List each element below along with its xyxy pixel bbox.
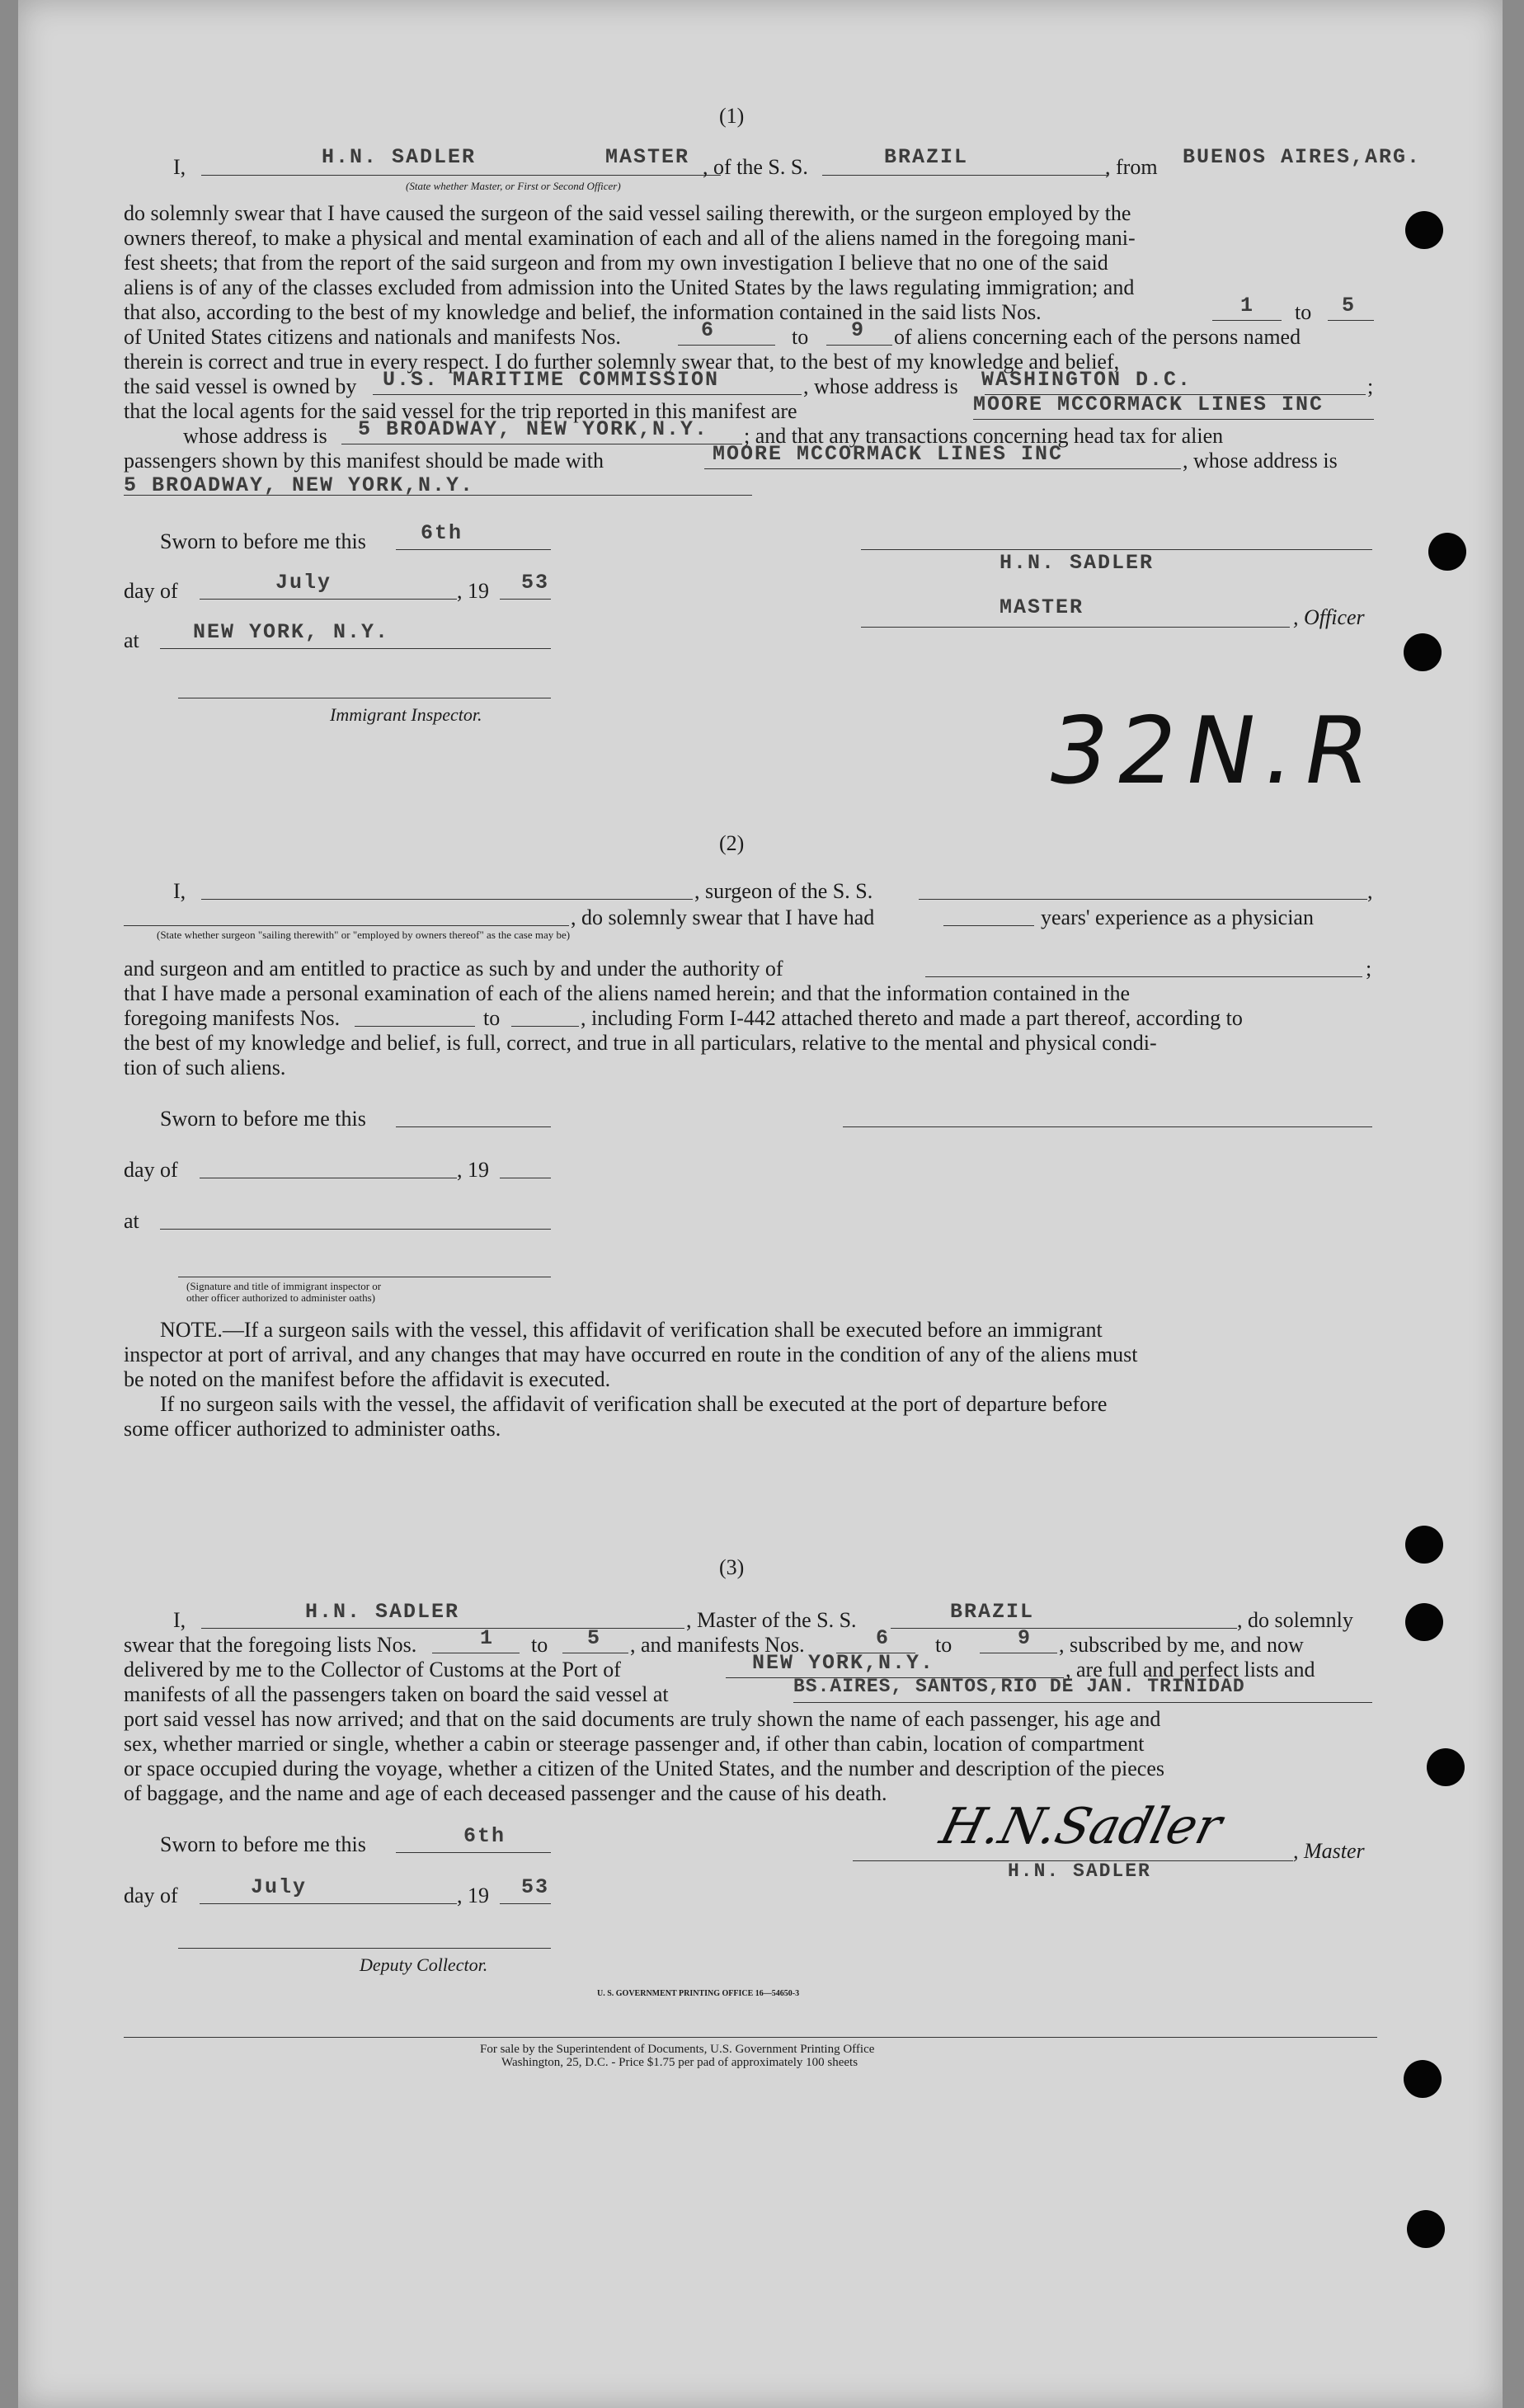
s3-i-label: I, <box>173 1608 186 1632</box>
s1-from-label: , from <box>1105 155 1158 179</box>
s1-rank-note: (State whether Master, or First or Second Officer) <box>406 180 621 192</box>
section-2-heading: (2) <box>719 831 745 855</box>
s2-years-label: years' experience as a physician <box>1041 905 1314 929</box>
s1-head-tax-agent: MOORE MCCORMACK LINES INC <box>713 442 1064 466</box>
s1-departure-port: BUENOS AIRES,ARG. <box>1183 145 1422 169</box>
s1-i-label: I, <box>173 155 186 179</box>
s3-master-signature: H.N.Sadler <box>934 1798 1228 1855</box>
s1-head-tax-address: 5 BROADWAY, NEW YORK,N.Y. <box>124 473 475 497</box>
s2-line: ; <box>1366 957 1372 981</box>
s1-inspector-label: Immigrant Inspector. <box>330 704 482 725</box>
s2-at-label: at <box>124 1209 139 1233</box>
s3-line: , and manifests Nos. <box>630 1633 805 1657</box>
s3-line: manifests of all the passengers taken on board the said vessel at <box>124 1682 669 1706</box>
s2-note-line: inspector at port of arrival, and any changes that may have occurred en route in the condition of any of the aliens must <box>124 1343 1138 1366</box>
s3-solemnly-label: , do solemnly <box>1237 1608 1353 1632</box>
s3-line: sex, whether married or single, whether a cabin or steerage passenger and, if other than cabin, location of compartment <box>124 1732 1145 1756</box>
s2-year-prefix: , 19 <box>457 1158 489 1182</box>
s1-line: whose address is <box>183 424 327 448</box>
s1-ship-name: BRAZIL <box>884 145 969 169</box>
s1-day-of-label: day of <box>124 579 178 603</box>
s2-line: , including Form I-442 attached thereto and made a part thereof, according to <box>581 1006 1243 1030</box>
s2-surgeon-note: (State whether surgeon "sailing therewith" or "employed by owners thereof" as the case may be) <box>157 929 571 941</box>
s1-line: ; and that any transactions concerning head tax for alien <box>744 424 1224 448</box>
s3-collector-label: Deputy Collector. <box>360 1954 488 1975</box>
s3-signer-name: H.N. SADLER <box>1008 1860 1151 1882</box>
s3-day-of-label: day of <box>124 1884 178 1907</box>
s1-line: do solemnly swear that I have caused the surgeon of the said vessel sailing therewith, or the surgeon employed by the <box>124 201 1131 225</box>
s3-line: , are full and perfect lists and <box>1065 1658 1315 1681</box>
s1-lists-from: 1 <box>1240 294 1255 317</box>
s1-master-name: H.N. SADLER <box>322 145 477 169</box>
punch-hole <box>1404 2060 1442 2098</box>
s1-handwritten-note: 32N.R <box>1039 698 1389 805</box>
s1-line: of United States citizens and nationals and manifests Nos. <box>124 325 621 349</box>
s1-signer-rank: MASTER <box>1000 595 1084 619</box>
s1-line: aliens is of any of the classes excluded from admission into the United States by the laws regulating immigration; and <box>124 275 1135 299</box>
s2-comma: , <box>1367 879 1373 903</box>
s2-line: foregoing manifests Nos. <box>124 1006 341 1030</box>
s3-to-label: to <box>935 1633 952 1657</box>
s3-manifests-from: 6 <box>876 1626 891 1650</box>
s1-signer-name: H.N. SADLER <box>1000 551 1155 575</box>
s1-year-prefix: , 19 <box>457 579 489 603</box>
s1-to-label: to <box>1295 300 1312 324</box>
s1-master-rank: MASTER <box>605 145 690 169</box>
footer-sale-line-1: For sale by the Superintendent of Documents, U.S. Government Printing Office <box>480 2043 875 2056</box>
s3-line: delivered by me to the Collector of Customs at the Port of <box>124 1658 621 1681</box>
s2-swear-label: , do solemnly swear that I have had <box>571 905 875 929</box>
s2-sig-note-2: other officer authorized to administer oaths) <box>186 1291 375 1304</box>
s1-line: , whose address is <box>1183 449 1338 473</box>
s1-manifests-to: 9 <box>851 318 866 342</box>
s3-month: July <box>251 1875 308 1899</box>
punch-hole <box>1404 633 1442 671</box>
manifest-verification-page <box>18 0 1503 2408</box>
s3-lists-to: 5 <box>587 1626 602 1650</box>
s2-sig-note-1: (Signature and title of immigrant inspector or <box>186 1280 382 1292</box>
s2-line: that I have made a personal examination of each of the aliens named herein; and that the information contained in the <box>124 981 1131 1005</box>
s2-note-line: If no surgeon sails with the vessel, the affidavit of verification shall be executed at the port of departure before <box>160 1392 1108 1416</box>
s2-line: the best of my knowledge and belief, is full, correct, and true in all particulars, relative to the mental and physical condi- <box>124 1031 1157 1055</box>
s2-note-line: be noted on the manifest before the affidavit is executed. <box>124 1367 611 1391</box>
s3-line: port said vessel has now arrived; and that on the said documents are truly shown the name of each passenger, his age and <box>124 1707 1161 1731</box>
s1-line: the said vessel is owned by <box>124 374 357 398</box>
s1-owner-address: WASHINGTON D.C. <box>981 368 1192 392</box>
s1-line: ; <box>1367 374 1374 398</box>
s1-line: that the local agents for the said vessel for the trip reported in this manifest are <box>124 399 797 423</box>
s3-master-name: H.N. SADLER <box>305 1600 460 1624</box>
s2-i-label: I, <box>173 879 186 903</box>
s3-year-prefix: , 19 <box>457 1884 489 1907</box>
s1-line: of aliens concerning each of the persons named <box>894 325 1301 349</box>
s2-note-line: some officer authorized to administer oaths. <box>124 1417 501 1441</box>
s3-sworn-label: Sworn to before me this <box>160 1832 366 1856</box>
s3-line: swear that the foregoing lists Nos. <box>124 1633 417 1657</box>
punch-hole <box>1428 533 1466 571</box>
s1-place: NEW YORK, N.Y. <box>193 620 390 644</box>
s1-line: that also, according to the best of my knowledge and belief, the information contained in the said lists Nos. <box>124 300 1042 324</box>
s2-note-line: NOTE.—If a surgeon sails with the vessel, this affidavit of verification shall be executed before an immigrant <box>160 1318 1103 1342</box>
s1-line: passengers shown by this manifest should be made with <box>124 449 604 473</box>
s1-officer-label: , Officer <box>1293 605 1365 629</box>
s3-line: of baggage, and the name and age of each deceased passenger and the cause of his death. <box>124 1781 887 1805</box>
punch-hole <box>1427 1748 1465 1786</box>
gpo-imprint: U. S. GOVERNMENT PRINTING OFFICE 16—54650-3 <box>597 1989 800 1998</box>
s1-at-label: at <box>124 628 139 652</box>
s3-line: , subscribed by me, and now <box>1059 1633 1304 1657</box>
s3-lists-from: 1 <box>480 1626 495 1650</box>
s1-of-ss-label: , of the S. S. <box>703 155 808 179</box>
s2-sworn-label: Sworn to before me this <box>160 1107 366 1131</box>
s3-manifests-to: 9 <box>1018 1626 1032 1650</box>
s1-owner: U.S. MARITIME COMMISSION <box>383 368 720 392</box>
s1-line: owners thereof, to make a physical and mental examination of each and all of the aliens named in the foregoing mani- <box>124 226 1136 250</box>
punch-hole <box>1405 211 1443 249</box>
section-3-heading: (3) <box>719 1555 745 1579</box>
footer-sale-line-2: Washington, 25, D.C. - Price $1.75 per pad of approximately 100 sheets <box>501 2056 858 2069</box>
punch-hole <box>1405 1526 1443 1564</box>
s3-to-label: to <box>531 1633 548 1657</box>
s3-year: 53 <box>521 1875 550 1899</box>
s1-manifests-from: 6 <box>701 318 716 342</box>
punch-hole <box>1405 1603 1443 1641</box>
s3-ship-name: BRAZIL <box>950 1600 1035 1624</box>
s3-sworn-day: 6th <box>463 1824 506 1848</box>
s1-sworn-label: Sworn to before me this <box>160 529 366 553</box>
section-1-heading: (1) <box>719 104 745 128</box>
s3-line: or space occupied during the voyage, whether a citizen of the United States, and the number and description of the pieces <box>124 1757 1165 1780</box>
s2-line: and surgeon and am entitled to practice as such by and under the authority of <box>124 957 783 981</box>
s1-local-agents: MOORE MCCORMACK LINES INC <box>973 393 1324 416</box>
s3-arrival-port: NEW YORK,N.Y. <box>752 1651 935 1675</box>
s1-lists-to: 5 <box>1342 294 1357 317</box>
s1-month: July <box>275 571 332 595</box>
s2-to-label: to <box>483 1006 501 1030</box>
s1-line: fest sheets; that from the report of the said surgeon and from my own investigation I believe that no one of the said <box>124 251 1108 275</box>
s2-surgeon-of-label: , surgeon of the S. S. <box>694 879 873 903</box>
s1-year: 53 <box>521 571 550 595</box>
s1-agents-address: 5 BROADWAY, NEW YORK,N.Y. <box>358 417 709 441</box>
s1-sworn-day: 6th <box>421 521 463 545</box>
s1-line: , whose address is <box>803 374 958 398</box>
punch-hole <box>1407 2210 1445 2248</box>
s3-master-label: , Master <box>1293 1839 1365 1863</box>
s3-master-of-label: , Master of the S. S. <box>686 1608 857 1632</box>
s3-ports-of-embarkation: BS.AIRES, SANTOS,RIO DE JAN. TRINIDAD <box>793 1676 1245 1697</box>
s1-to-label: to <box>792 325 809 349</box>
s2-line: tion of such aliens. <box>124 1056 286 1079</box>
s1-line: therein is correct and true in every respect. I do further solemnly swear that, to the best of my knowledge and belief, <box>124 350 1120 374</box>
s2-day-of-label: day of <box>124 1158 178 1182</box>
